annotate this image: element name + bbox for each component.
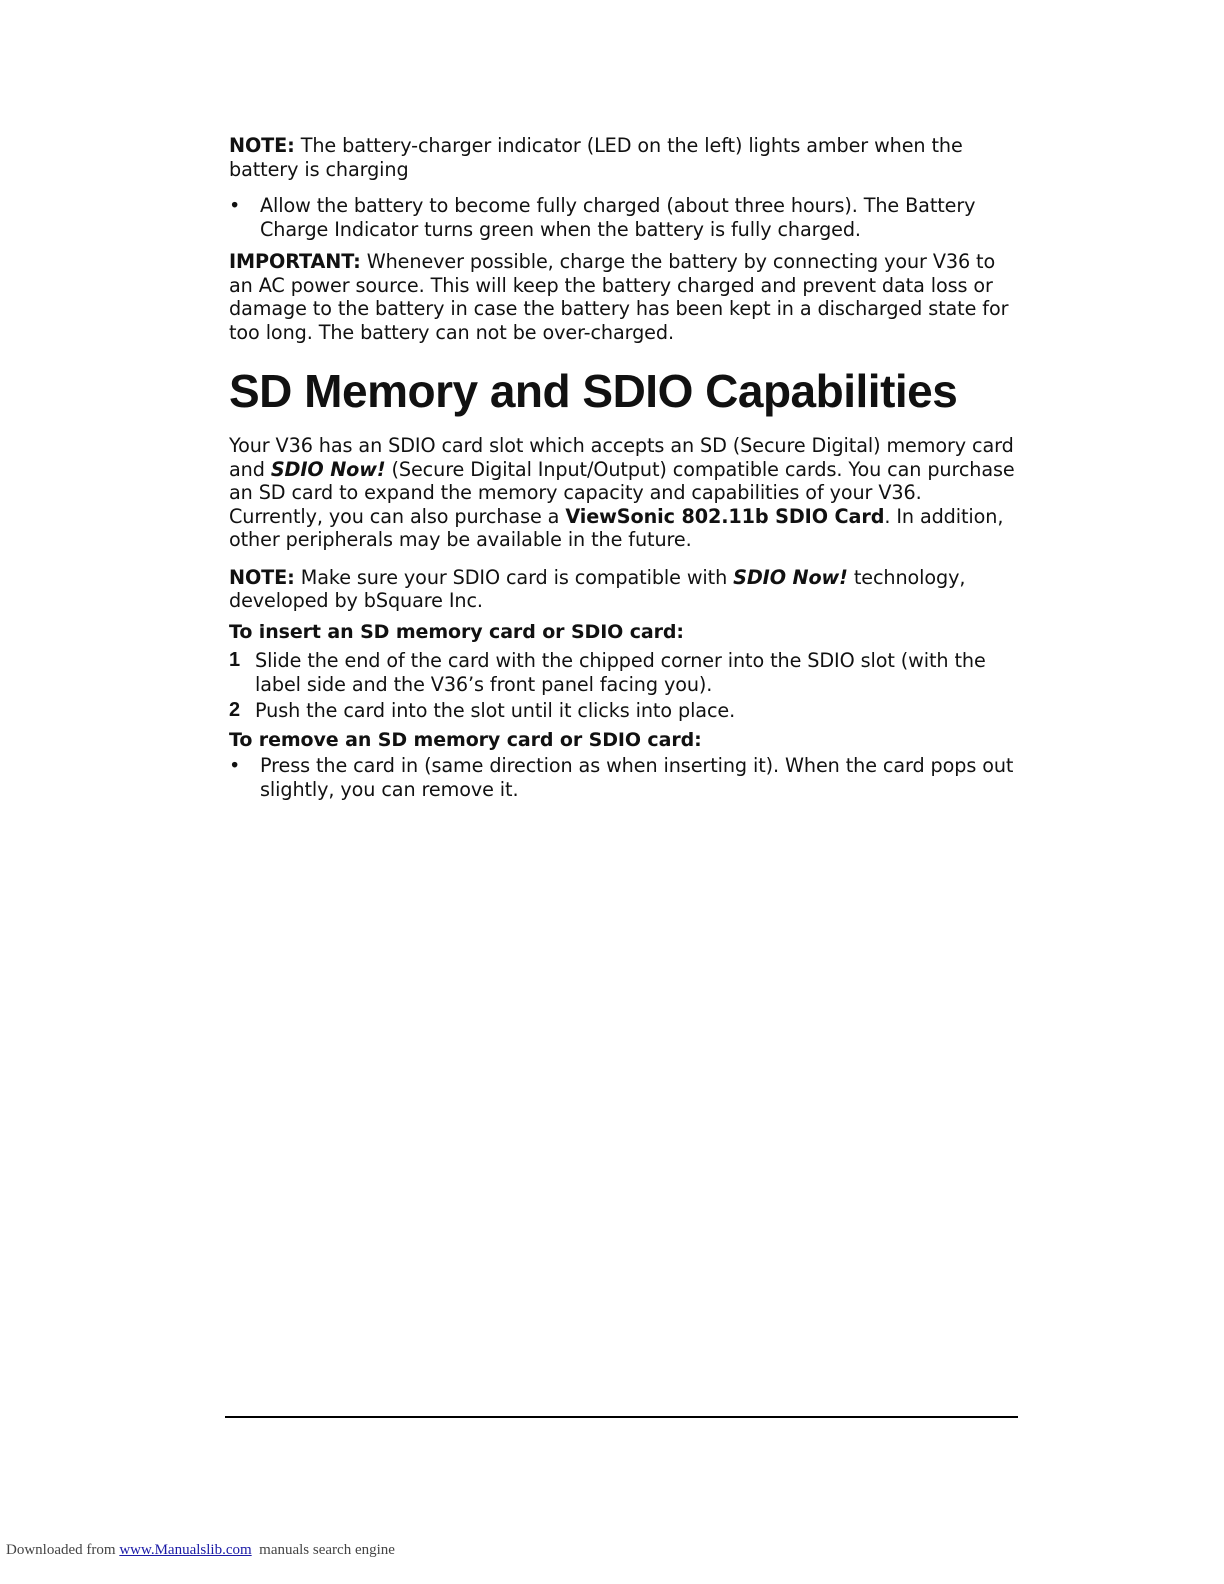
remove-card-heading: To remove an SD memory card or SDIO card:: [229, 728, 702, 751]
bullet-item-remove-card: [229, 754, 1019, 801]
footer-divider: [225, 1416, 1018, 1418]
important-note: [229, 250, 1019, 344]
download-footer: [6, 1542, 395, 1559]
step-number: 1: [229, 649, 241, 671]
important-label: IMPORTANT:: [229, 250, 361, 273]
insert-step-1: [229, 649, 1019, 696]
page-content: [229, 134, 1019, 801]
sdio-now-brand: SDIO Now!: [733, 565, 848, 589]
intro-text-3: . In addition, other peripherals may be available in the future.: [229, 504, 1004, 551]
footer-prefix: Downloaded from: [6, 1542, 120, 1558]
bullet-icon: •: [229, 194, 241, 217]
section-heading: SD Memory and SDIO Capabilities: [229, 365, 958, 417]
note-battery-charging: [229, 134, 1019, 181]
bullet-text: Press the card in (same direction as when inserting it). When the card pops out slightly, you can remove it.: [260, 754, 1014, 801]
note-compatibility: [229, 566, 1019, 613]
note-text-1: Make sure your SDIO card is compatible with: [294, 565, 734, 589]
manualslib-link[interactable]: www.Manualslib.com: [119, 1542, 252, 1558]
step-number: 2: [229, 699, 241, 721]
intro-paragraph: [229, 434, 1019, 552]
intro-text-1: Your V36 has an SDIO card slot which accepts an SD (Secure Digital) memory card and: [229, 434, 1014, 481]
important-text: Whenever possible, charge the battery by connecting your V36 to an AC power source. This will keep the battery charged and prevent data loss or damage to the battery in case the battery has been kept in a discharged state for too long. The battery can not be over-charged.: [229, 250, 1009, 344]
note-label: NOTE:: [229, 134, 295, 157]
note-label: NOTE:: [229, 565, 295, 589]
insert-step-2: [229, 699, 1019, 723]
bullet-item-full-charge: [229, 194, 1019, 241]
intro-text-2: (Secure Digital Input/Output) compatible cards. You can purchase an SD card to expand the memory capacity and capabilities of your V36. Currently, you can also purchase a: [229, 457, 1015, 528]
step-text: Push the card into the slot until it clicks into place.: [255, 699, 736, 722]
footer-suffix: manuals search engine: [251, 1542, 395, 1558]
note-text: The battery-charger indicator (LED on the left) lights amber when the battery is charging: [229, 134, 963, 181]
insert-card-heading: To insert an SD memory card or SDIO card:: [229, 620, 684, 643]
bullet-text: Allow the battery to become fully charged (about three hours). The Battery Charge Indicator turns green when the battery is fully charged.: [260, 194, 976, 241]
note-text-2: technology, developed by bSquare Inc.: [229, 565, 966, 612]
sdio-now-brand: SDIO Now!: [270, 457, 386, 481]
bullet-icon: •: [229, 754, 241, 777]
viewsonic-card-name: ViewSonic 802.11b SDIO Card: [565, 504, 885, 528]
step-text: Slide the end of the card with the chipped corner into the SDIO slot (with the label side and the V36’s front panel facing you).: [255, 649, 986, 696]
